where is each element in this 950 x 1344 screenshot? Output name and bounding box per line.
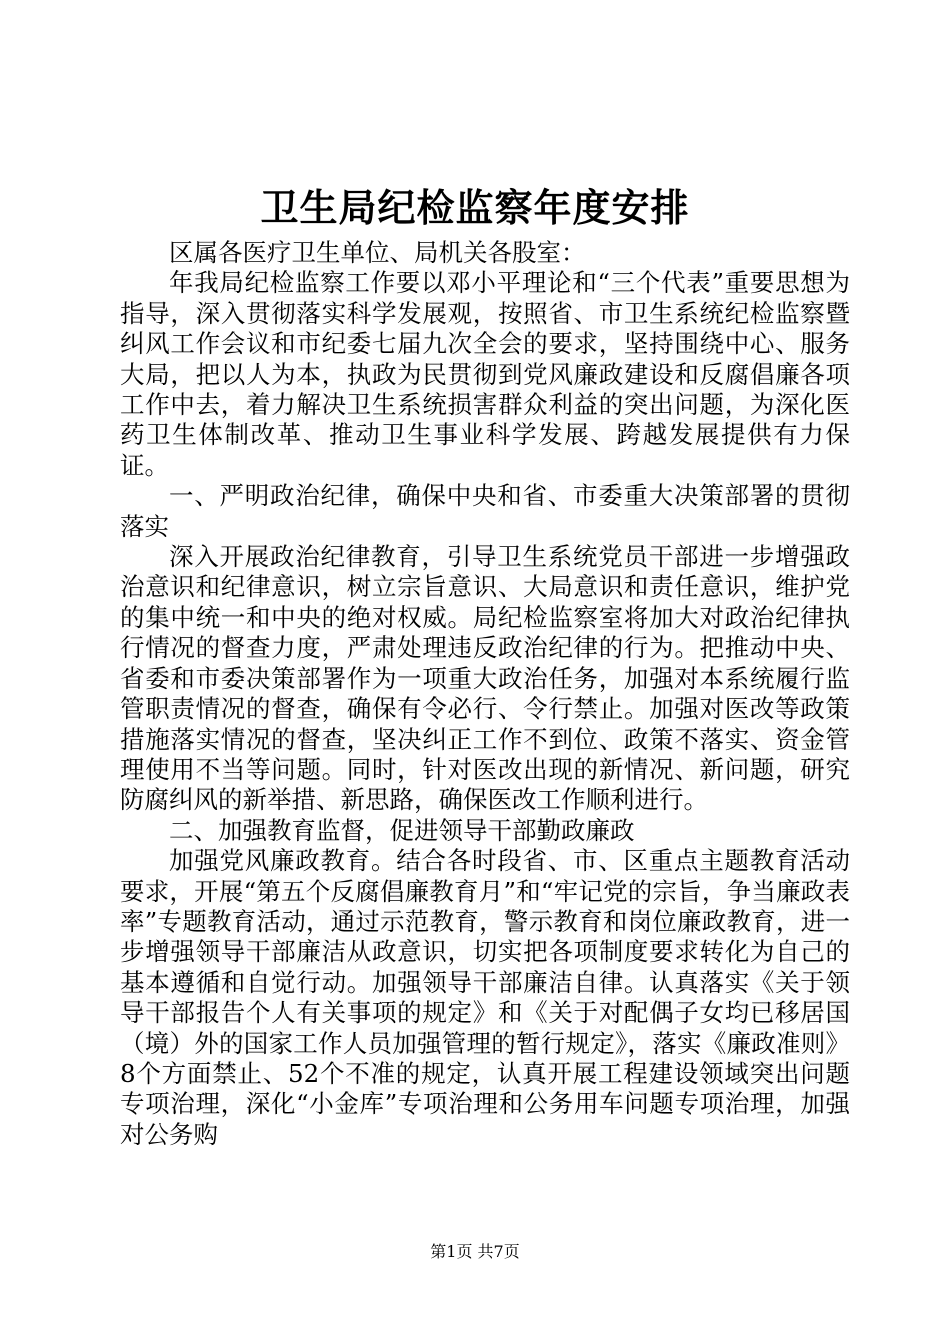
- salutation: 区属各医疗卫生单位、局机关各股室：: [169, 238, 586, 267]
- document-title: 卫生局纪检监察年度安排: [260, 185, 690, 230]
- paragraph-section-1: 深入开展政治纪律教育，引导卫生系统党员干部进一步增强政治意识和纪律意识，树立宗旨意识、大局意识和责任意识，维护党的集中统一和中央的绝对权威。局纪检监察室将加大对政治纪律执行情况的督查力度，严肃处理违反政治纪律的行为。把推动中央、省委和市委决策部署作为一项重大政治任务，加强对本系统履行监管职责情况的督查，确保有令必行、令行禁止。加强对医改等政策措施落实情况的督查，坚决纠正工作不到位、政策不落实、资金管理使用不当等问题。同时，针对医改出现的新情况、新问题，研究防腐纠风的新举措、新思路，确保医改工作顺利进行。: [120, 542, 850, 815]
- paragraph-section-2: 加强党风廉政教育。结合各时段省、市、区重点主题教育活动要求，开展“第五个反腐倡廉教育月”和“牢记党的宗旨，争当廉政表率”专题教育活动，通过示范教育，警示教育和岗位廉政教育，进一步增强领导干部廉洁从政意识，切实把各项制度要求转化为自己的基本遵循和自觉行动。加强领导干部廉洁自律。认真落实《关于领导干部报告个人有关事项的规定》和《关于对配偶子女均已移居国（境）外的国家工作人员加强管理的暂行规定》，落实《廉政准则》8个方面禁止、52个不准的规定，认真开展工程建设领域突出问题专项治理，深化“小金库”专项治理和公务用车问题专项治理，加强对公务购: [120, 846, 850, 1149]
- document-body: [120, 238, 850, 1150]
- paragraph-intro: 年我局纪检监察工作要以邓小平理论和“三个代表”重要思想为指导，深入贯彻落实科学发展观，按照省、市卫生系统纪检监察暨纠风工作会议和市纪委七届九次全会的要求，坚持围绕中心、服务大局，把以人为本，执政为民贯彻到党风廉政建设和反腐倡廉各项工作中去，着力解决卫生系统损害群众利益的突出问题，为深化医药卫生体制改革、推动卫生事业科学发展、跨越发展提供有力保证。: [120, 268, 850, 480]
- page-number: 第1页 共7页: [430, 1242, 520, 1261]
- section-heading-1: 一、严明政治纪律，确保中央和省、市委重大决策部署的贯彻落实: [120, 481, 850, 541]
- section-heading-2: 二、加强教育监督，促进领导干部勤政廉政: [169, 815, 635, 845]
